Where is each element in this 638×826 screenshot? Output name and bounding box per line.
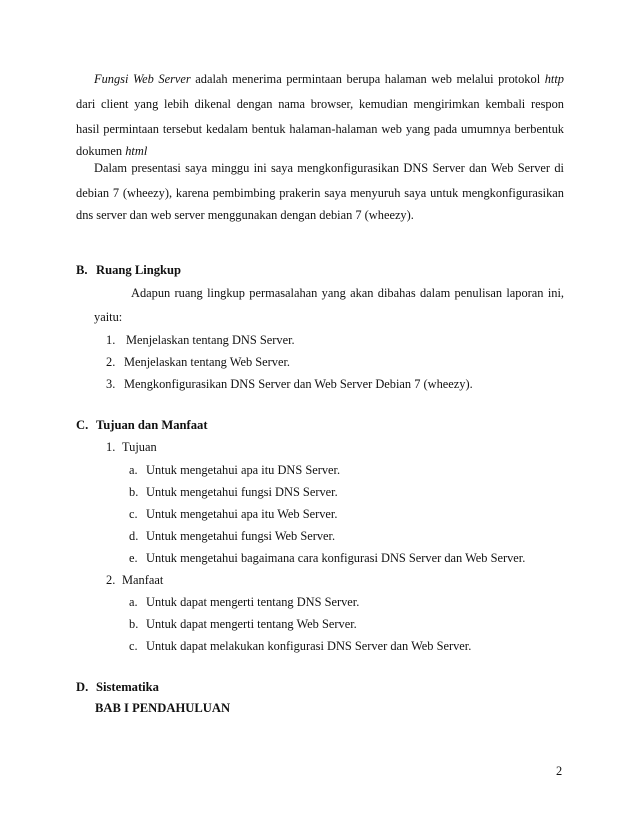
list-marker: b.	[129, 485, 139, 499]
section-c-title: Tujuan dan Manfaat	[96, 418, 208, 432]
intro-dokumen: dokumen	[76, 144, 123, 158]
section-d-subtitle: BAB I PENDAHULUAN	[95, 701, 231, 715]
intro-p2-line-1: Dalam presentasi saya minggu ini saya mengkonfigurasikan DNS Server dan Web Server di	[94, 161, 564, 175]
section-b-para-line-2: yaitu:	[94, 310, 123, 324]
group-marker: 2.	[106, 573, 116, 587]
section-b-letter: B.	[76, 263, 88, 277]
section-b-para-line-1: Adapun ruang lingkup permasalahan yang akan dibahas dalam penulisan laporan ini,	[131, 286, 564, 300]
list-item	[129, 638, 471, 654]
list-item-text: Menjelaskan tentang Web Server.	[124, 355, 290, 369]
intro-line-2: dari client yang lebih dikenal dengan nama browser, kemudian mengirimkan kembali respon	[76, 97, 564, 111]
section-b-title: Ruang Lingkup	[96, 263, 182, 277]
group-marker: 1.	[106, 440, 116, 454]
section-c-letter: C.	[76, 418, 89, 432]
list-item	[129, 616, 357, 632]
list-item-text: Menjelaskan tentang DNS Server.	[126, 333, 295, 347]
list-item	[129, 484, 338, 500]
tujuan-group-heading	[106, 439, 157, 455]
section-d-letter: D.	[76, 680, 89, 694]
intro-line-3: hasil permintaan tersebut kedalam bentuk halaman-halaman web yang pada umumnya berbentuk	[76, 122, 564, 136]
list-marker: a.	[129, 595, 138, 609]
intro-em-web-server: Web Server	[132, 72, 191, 86]
list-marker: 1.	[106, 333, 116, 347]
section-d-heading	[76, 679, 159, 695]
intro-em-http: http	[544, 72, 564, 86]
section-c-heading	[76, 417, 208, 433]
list-item-text: Untuk mengetahui fungsi DNS Server.	[146, 485, 338, 499]
list-item	[106, 376, 473, 392]
list-item-text: Untuk mengetahui apa itu Web Server.	[146, 507, 338, 521]
list-marker: c.	[129, 507, 138, 521]
group-label: Manfaat	[122, 573, 164, 587]
list-item	[106, 332, 295, 348]
intro-p2-line-3: dns server dan web server menggunakan dengan debian 7 (wheezy).	[76, 208, 414, 222]
list-item-text: Untuk dapat mengerti tentang DNS Server.	[146, 595, 360, 609]
intro-p2-line-2: debian 7 (wheezy), karena pembimbing prakerin saya menyuruh saya untuk mengkonfigurasikan	[76, 186, 564, 200]
list-item	[129, 528, 335, 544]
page-number: 2	[556, 764, 563, 778]
list-item-text: Untuk mengetahui bagaimana cara konfigurasi DNS Server dan Web Server.	[146, 551, 526, 565]
list-item-text: Untuk dapat melakukan konfigurasi DNS Server dan Web Server.	[146, 639, 472, 653]
intro-em-fungsi: Fungsi	[94, 72, 129, 86]
intro-line-1-text: adalah menerima permintaan berupa halaman web melalui protokol	[195, 72, 541, 86]
list-marker: e.	[129, 551, 138, 565]
section-d-title: Sistematika	[96, 680, 159, 694]
list-marker: b.	[129, 617, 139, 631]
list-marker: d.	[129, 529, 139, 543]
intro-line-1	[94, 71, 564, 87]
list-item	[129, 594, 359, 610]
list-item-text: Untuk mengetahui fungsi Web Server.	[146, 529, 336, 543]
list-marker: 2.	[106, 355, 116, 369]
list-item-text: Mengkonfigurasikan DNS Server dan Web Server Debian 7 (wheezy).	[124, 377, 473, 391]
list-item-text: Untuk mengetahui apa itu DNS Server.	[146, 463, 341, 477]
manfaat-group-heading	[106, 572, 163, 588]
list-item	[129, 462, 340, 478]
list-item	[129, 506, 337, 522]
group-label: Tujuan	[122, 440, 157, 454]
list-marker: c.	[129, 639, 138, 653]
intro-em-html: html	[125, 144, 148, 158]
list-marker: 3.	[106, 377, 116, 391]
intro-line-4	[76, 143, 147, 159]
list-item	[129, 550, 525, 566]
section-b-heading	[76, 262, 181, 278]
list-marker: a.	[129, 463, 138, 477]
list-item-text: Untuk dapat mengerti tentang Web Server.	[146, 617, 357, 631]
list-item	[106, 354, 290, 370]
